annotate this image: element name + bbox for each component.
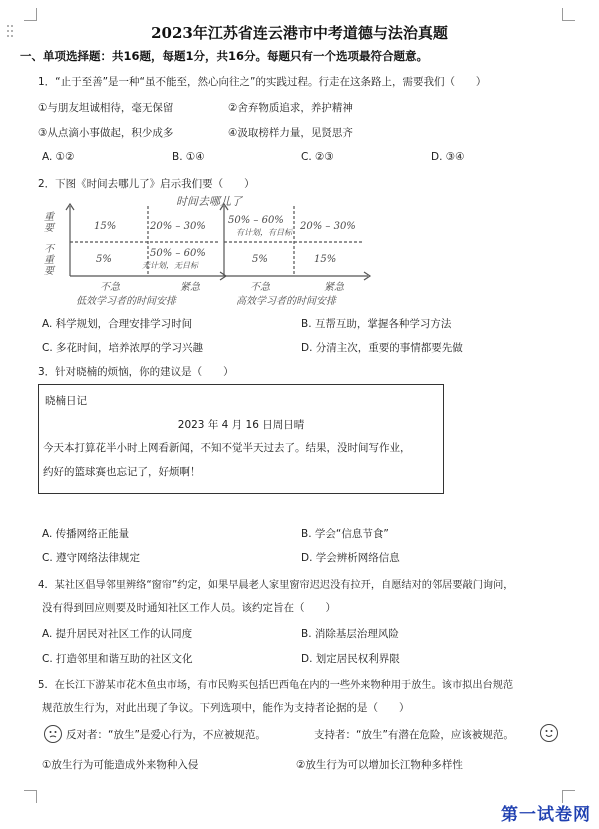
q1-option-b: B. ①④ bbox=[172, 151, 205, 163]
q5-stem-line-1: 5．在长江下游某市花木鱼虫市场，有市民购买包括巴西龟在内的一些外来物种用于放生。该市拟出台规范 bbox=[38, 680, 514, 691]
q2-option-c: C. 多花时间，培养浓厚的学习兴趣 bbox=[42, 342, 204, 354]
q4-option-b: B. 消除基层治理风险 bbox=[301, 628, 399, 640]
q5-statement-1: ①放生行为可能造成外来物种入侵 bbox=[42, 759, 199, 771]
q1-option-c: C. ②③ bbox=[301, 151, 334, 163]
supporter-avatar-icon bbox=[540, 724, 558, 742]
time-allocation-figure bbox=[38, 190, 378, 308]
supporter-argument: 支持者：“放生”有潜在危险，应该被规范。 bbox=[314, 729, 514, 741]
q4-stem-line-1: 4．某社区倡导邻里辨络“窗帘”约定，如果早晨老人家里窗帘迟迟没有拉开，自愿结对的邻居要敲门询问， bbox=[38, 580, 514, 591]
q1-option-a: A. ①② bbox=[42, 151, 75, 163]
q1-option-d: D. ③④ bbox=[431, 151, 465, 163]
page-title: 2023年江苏省连云港市中考道德与法治真题 bbox=[151, 24, 448, 42]
right-cell-important-not-urgent: 50% – 60% bbox=[228, 215, 284, 226]
opponent-avatar-icon bbox=[44, 725, 62, 743]
left-cell-important-urgent: 20% – 30% bbox=[150, 221, 206, 232]
site-watermark: 第一试卷网 bbox=[501, 805, 591, 825]
right-cell-unimportant-not-urgent: 5% bbox=[252, 254, 268, 265]
opponent-argument: 反对者：“放生”是爱心行为，不应被规范。 bbox=[66, 729, 266, 741]
axis-label-not-important: 不重要 bbox=[44, 244, 54, 277]
q1-statement-2: ②舍弃物质追求，养护精神 bbox=[228, 102, 353, 114]
q3-option-d: D. 学会辨析网络信息 bbox=[301, 552, 400, 564]
right-axis-urgent: 紧急 bbox=[324, 282, 344, 293]
right-axis-not-urgent: 不急 bbox=[250, 282, 270, 293]
q3-option-c: C. 遵守网络法律规定 bbox=[42, 552, 141, 564]
q3-stem: 3．针对晓楠的烦恼，你的建议是（ ） bbox=[38, 366, 234, 378]
q4-option-c: C. 打造邻里和谐互助的社区文化 bbox=[42, 653, 193, 665]
q5-statement-2: ②放生行为可以增加长江物种多样性 bbox=[296, 759, 463, 771]
q1-stem: 1．“止于至善”是一种“虽不能至，然心向往之”的实践过程。行走在这条路上，需要我们（ ） bbox=[38, 76, 487, 88]
q3-option-a: A. 传播网络正能量 bbox=[42, 528, 130, 540]
q2-option-d: D. 分清主次，重要的事情都要先做 bbox=[301, 342, 463, 354]
section-heading: 一、单项选择题：共16题，每题1分，共16分。每题只有一个选项最符合题意。 bbox=[20, 49, 429, 63]
page-corner-mark bbox=[24, 8, 37, 21]
right-cell-unimportant-urgent: 15% bbox=[314, 254, 337, 265]
axis-label-important: 重要 bbox=[44, 212, 54, 234]
diary-line-1: 今天本打算花半小时上网看新闻，不知不觉半天过去了。结果，没时间写作业， bbox=[43, 442, 411, 454]
q2-stem: 2．下图《时间去哪儿了》启示我们要（ ） bbox=[38, 178, 255, 190]
left-axis-not-urgent: 不急 bbox=[100, 282, 120, 293]
diary-line-2: 约好的篮球赛也忘记了，好烦啊！ bbox=[43, 466, 201, 478]
q1-statement-3: ③从点滴小事做起，积少成多 bbox=[38, 127, 174, 139]
right-caption: 高效学习者的时间安排 bbox=[236, 296, 336, 307]
q1-statement-4: ④汲取榜样力量，见贤思齐 bbox=[228, 127, 353, 139]
left-note: 无计划，无目标 bbox=[142, 261, 198, 270]
q2-option-a: A. 科学规划，合理安排学习时间 bbox=[42, 318, 193, 330]
q4-option-d: D. 划定居民权利界限 bbox=[301, 653, 400, 665]
diary-box bbox=[38, 384, 444, 494]
q4-stem-line-2: 没有得到回应则要及时通知社区工作人员。该约定旨在（ ） bbox=[42, 602, 336, 614]
left-axis-urgent: 紧急 bbox=[180, 282, 200, 293]
right-cell-important-urgent: 20% – 30% bbox=[300, 221, 356, 232]
q2-option-b: B. 互帮互助，掌握各种学习方法 bbox=[301, 318, 452, 330]
q1-statement-1: ①与朋友坦诚相待，毫无保留 bbox=[38, 102, 174, 114]
diary-date: 2023 年 4 月 16 日周日晴 bbox=[177, 419, 305, 431]
q3-option-b: B. 学会“信息节食” bbox=[301, 528, 389, 540]
page-corner-mark bbox=[24, 790, 37, 803]
diary-title: 晓楠日记 bbox=[45, 395, 87, 407]
left-cell-important-not-urgent: 15% bbox=[94, 221, 117, 232]
left-caption: 低效学习者的时间安排 bbox=[76, 296, 176, 307]
left-cell-unimportant-urgent: 50% – 60% bbox=[150, 248, 206, 259]
right-note: 有计划，有目标 bbox=[236, 228, 292, 237]
page-corner-mark bbox=[562, 8, 575, 21]
q5-stem-line-2: 规范放生行为，对此出现了争议。下列选项中，能作为支持者论据的是（ ） bbox=[42, 702, 410, 714]
figure-title: 时间去哪儿了 bbox=[176, 195, 242, 208]
left-cell-unimportant-not-urgent: 5% bbox=[96, 254, 112, 265]
q4-option-a: A. 提升居民对社区工作的认同度 bbox=[42, 628, 193, 640]
